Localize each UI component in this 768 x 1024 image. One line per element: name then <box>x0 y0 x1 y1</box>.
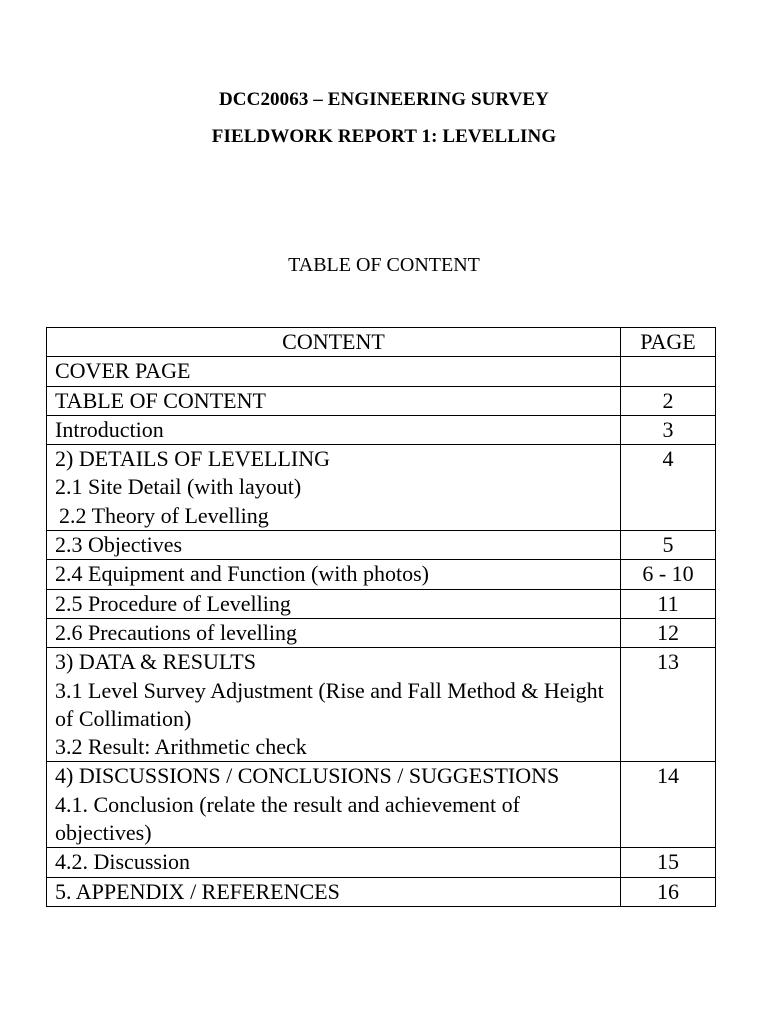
toc-entry-line: 2.6 Precautions of levelling <box>55 619 297 645</box>
toc-entry <box>47 589 621 618</box>
toc-entry <box>47 531 621 560</box>
toc-page-number: 6 - 10 <box>621 560 716 589</box>
toc-row <box>47 445 716 531</box>
toc-entry-line: COVER PAGE <box>55 358 191 384</box>
toc-row <box>47 618 716 647</box>
toc-entry-line: TABLE OF CONTENT <box>55 387 266 413</box>
toc-row <box>47 848 716 877</box>
toc-heading: TABLE OF CONTENT <box>288 254 480 276</box>
toc-entry <box>47 560 621 589</box>
toc-entry-line: Introduction <box>55 416 164 442</box>
toc-entry-line: 4.1. Conclusion (relate the result and achievement of objectives) <box>55 791 520 846</box>
course-title: DCC20063 – ENGINEERING SURVEY <box>218 89 550 110</box>
toc-entry <box>47 415 621 444</box>
toc-page-number: 15 <box>621 848 716 877</box>
toc-page-number: 14 <box>621 762 716 848</box>
toc-page-number: 13 <box>621 648 716 762</box>
toc-entry <box>47 357 621 386</box>
toc-entry <box>47 877 621 906</box>
toc-entry-line: 2.3 Objectives <box>55 532 183 558</box>
toc-row <box>47 357 716 386</box>
report-title: FIELDWORK REPORT 1: LEVELLING <box>211 126 557 147</box>
toc-row <box>47 877 716 906</box>
toc-row <box>47 589 716 618</box>
toc-page-number: 12 <box>621 618 716 647</box>
toc-table <box>46 327 716 907</box>
toc-row <box>47 648 716 762</box>
toc-entry-line: 3.2 Result: Arithmetic check <box>55 734 307 760</box>
toc-page-number: 2 <box>621 386 716 415</box>
toc-entry-line: 4.2. Discussion <box>55 849 191 875</box>
toc-page-number: 5 <box>621 531 716 560</box>
toc-entry-line: 2.1 Site Detail (with layout) <box>55 474 302 500</box>
toc-entry <box>47 848 621 877</box>
toc-entry-line: 2.5 Procedure of Levelling <box>55 590 291 616</box>
toc-header-row <box>47 328 716 357</box>
toc-row <box>47 762 716 848</box>
toc-entry <box>47 762 621 848</box>
toc-entry-line: 4) DISCUSSIONS / CONCLUSIONS / SUGGESTIONS <box>55 763 560 789</box>
content-column-header: CONTENT <box>47 328 621 357</box>
toc-entry-line: 2) DETAILS OF LEVELLING <box>55 446 331 472</box>
toc-entry-line: 3.1 Level Survey Adjustment (Rise and Fall Method & Height of Collimation) <box>55 677 604 731</box>
toc-row <box>47 386 716 415</box>
toc-entry-line: 3) DATA & RESULTS <box>55 649 256 675</box>
toc-entry <box>47 445 621 531</box>
toc-page-number <box>621 357 716 386</box>
toc-page-number: 4 <box>621 445 716 531</box>
page-column-header: PAGE <box>621 328 716 357</box>
toc-page-number: 11 <box>621 589 716 618</box>
toc-entry-line: 2.2 Theory of Levelling <box>59 502 269 528</box>
toc-row <box>47 560 716 589</box>
toc-row <box>47 415 716 444</box>
toc-page-number: 16 <box>621 877 716 906</box>
toc-entry-line: 2.4 Equipment and Function (with photos) <box>55 561 429 587</box>
toc-entry <box>47 648 621 762</box>
toc-entry <box>47 618 621 647</box>
toc-page-number: 3 <box>621 415 716 444</box>
toc-entry <box>47 386 621 415</box>
toc-row <box>47 531 716 560</box>
toc-entry-line: 5. APPENDIX / REFERENCES <box>55 878 340 904</box>
